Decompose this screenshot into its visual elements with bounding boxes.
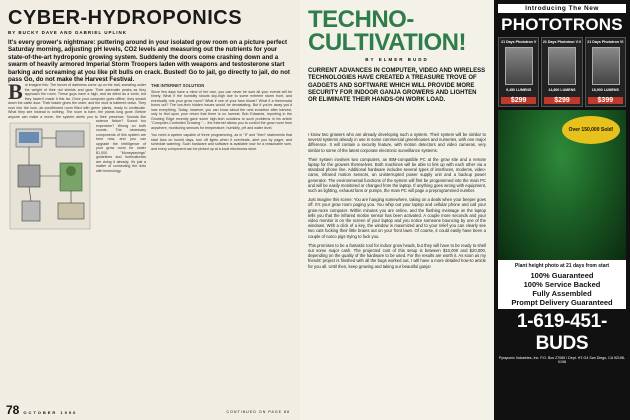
sold-burst: Over 150,000 Sold! <box>562 116 620 144</box>
product-grid <box>498 37 626 107</box>
product-lumens: 9,450 LUMENS <box>506 88 532 92</box>
product-card <box>541 37 582 107</box>
left-page <box>0 0 300 420</box>
article-title: CYBER-HYDROPONICS <box>8 7 243 29</box>
page-footer <box>6 403 77 417</box>
phototron-ad <box>494 0 630 420</box>
system-diagram <box>8 121 92 231</box>
ad-phone: 1-619-451-BUDS <box>517 311 607 354</box>
column-one <box>8 79 147 409</box>
product-name: 21 Days Phototron VI <box>587 40 624 44</box>
column-one-text: ut imagine this: The forces of darkness come up on the trail, sweating under the weight of their riot shields and gear. Their adrenalin peaks as they approach the room. These guys have a high, and as silent as a tomb, but they haven't made it this far. Once your computer goes offline, they smash down the cabin door. Their leader gives the order, and the door is battered down. They rush into the lush, air-conditioned room filled with green plants, ready to confiscate. What they see instead is nothing. The room is bare, the plants long gone. Before anyone can make a move, the system alerts you to their presence. <box>8 83 147 119</box>
product-name: 21 Days Phototron V <box>501 40 537 44</box>
article-columns <box>8 79 292 409</box>
plant-photo <box>498 110 626 260</box>
product-card <box>585 37 626 107</box>
ad-brand: PHOTOTRONS <box>501 15 623 34</box>
techno-byline: BY ELMER BUDD <box>365 57 429 62</box>
product-image-icon <box>548 47 576 85</box>
product-lumens: 18,900 LUMENS <box>591 88 619 92</box>
section-subhead: THE INTERNET SOLUTION <box>151 83 205 88</box>
ad-intro: Introducing The New <box>498 4 626 13</box>
middle-page <box>300 0 494 420</box>
issue-date: OCTOBER 1996 <box>23 410 78 415</box>
claim: Prompt Delivery Guaranteed <box>511 298 613 307</box>
product-image-icon <box>505 47 533 85</box>
paragraph: This promises to be a fantastic tool for indoor grow heads, but they will have to be ready to shell out some major cash. The projected cost of this setup is between $10,000 and $20,000, depending on the quality of the hardware to be used. For the results are worth it. As soon as my friends' project is finished with all the bugs worked out, I will have a more detailed how-to article for you all. Until then, keep growing and taking our beautiful ganja! <box>308 242 486 269</box>
page-number: 78 <box>6 403 20 417</box>
drop-cap: B <box>8 79 23 104</box>
continued-note: CONTINUED ON PAGE 88 <box>226 410 290 414</box>
claim: 100% Service Backed <box>523 280 601 289</box>
techno-body <box>308 132 486 410</box>
paragraph: Their system involves two computers, an IBM-compatible PC at the grow site and a remote laptop for the growers themselves. Both machines will be able to link up with each other via a standard phone line. Additional hardware includes several types of interfaces, modems, video-cams, infrared motion sensors, an uninterrupted power supply unit and a backup power generator. The environmental functions of the system will first be programmed into the main PC and will be easily monitored or changed from the laptop. If anything goes wrong with equipment, such as lighting, exhaust fans or pumps, the main PC will page a preprogrammed number. <box>308 156 486 194</box>
product-price: $399 <box>588 97 623 104</box>
product-image-icon <box>592 47 620 85</box>
product-price: $299 <box>544 97 579 104</box>
claim: 100% Guaranteed <box>530 271 594 280</box>
ad-company: Pyraponic Industries, Inc. P.O. Box 27085 / Dept. HT-G4 San Diego, CA 92198-0198 <box>498 356 626 365</box>
product-card <box>498 37 539 107</box>
paragraph: I know two growers who are already developing such a system. Their system will be similar to several systems already in use in some commercial greenhouses and nurseries, with one major difference. It will contain a security feature, with motion detectors and video cameras, very similar to some of the latest corporate electronic surveillance systems. <box>308 132 486 153</box>
article-byline: BY BUCKY DAVE AND GABRIEL UPLINK <box>8 30 128 35</box>
techno-deck: CURRENT ADVANCES IN COMPUTER, VIDEO AND WIRELESS TECHNOLOGIES HAVE CREATED A TREASURE TROVE OF GADGETS AND SOFTWARE WHICH WILL PROVIDE MORE SECURITY FOR INDOOR GANJA GROWERS AND LIGHTEN OR ELIMINATE THEIR HANDS-ON WORK LOAD. <box>308 68 486 104</box>
techno-title-line1: TECHNO- <box>308 6 414 33</box>
techno-title-line2: CULTIVATION! <box>308 29 466 56</box>
column-two-text: Since few days have a mind of her own, you can never be sure all your events will be timely. What if the humidity shoots sky-high due to some extreme storm front, and eventually rots your grow room? What if one of your fans blows? What if a thermostat burns out? The low-tech hidden issues would be devastating. But if you're away you'd lose everything. Today, however, you can know about the next evolution after harvest, only to find upon your return that there is no harvest. Bob Edwards, reporting in the Growing Edge recently gave some high-tech solutions to such problems in his article "Computer-Controlled Growing." ... the Internet allows you to control the grow room from anywhere, monitoring sensors for temperature, humidity, pH and water level. <box>151 89 292 130</box>
claim-caption: Plant height photo at 21 days from start <box>514 263 610 269</box>
product-price: $299 <box>501 97 536 104</box>
techno-title <box>308 8 486 54</box>
column-two-text-2: You need a system capable of three programming, as in "if" and "then" statements that start fans on humid days, turn off lights when it overheats, alert you by pager, and schedule watering. Such hardware and software is available now for a reasonable sum, and every component can be picked up at a local electronics store. <box>151 133 292 151</box>
ad-claims <box>498 260 626 309</box>
claim: Fully Assembled <box>532 289 592 298</box>
product-name: 21 Days Phototron V.V <box>542 40 582 44</box>
product-lumens: 14,800 LUMENS <box>548 88 576 92</box>
column-two <box>151 83 292 409</box>
article-deck: It's every grower's nightmare: puttering around in your isolated grow room on a picture perfect Saturday morning, adjusting pH levels, CO2 levels and measuring out the nutrients for your state-of-the-art hydroponic growing system. Suddenly the doors come crashing down and a swarm of heavily armored Imperial Storm Troopers laden with weapons and testosterone start barking and screaming at you like pit bulls on crack. Busted! Go to jail, go directly to jail, do not pass Go, do not make the Harvest Festival. <box>8 39 290 84</box>
column-one-text-2: Sounds like science fiction? Sound too expensive? Wrong on both counts. The necessary components of this system are here now, and you can upgrade the intelligence of your grow room for under $1,000. "Moneysavings" guidelines and horticulturists are doing it already; it's just a matter of connecting the dots with technology. <box>96 114 147 173</box>
paragraph: Just imagine this scene: You are hanging somewhere, taking on a deals when your beeper goes off. It's your grow room paging you. You whip out your laptop and cellular phone and call your grow-room computer. Within minutes you are online, and the flashing message on the laptop tells you that the infrared motion sensor has been activated. A couple more seconds and your video monitor is on the screen of your laptop and you notice someone bouncing by one of the windows. With a click of a key, the window is maximized and to your relief you can clearly see two cats fucking their little brains out on your front lawn. Of course, it could easily have been a couple of narco pigs trying to fuck you. <box>308 197 486 239</box>
